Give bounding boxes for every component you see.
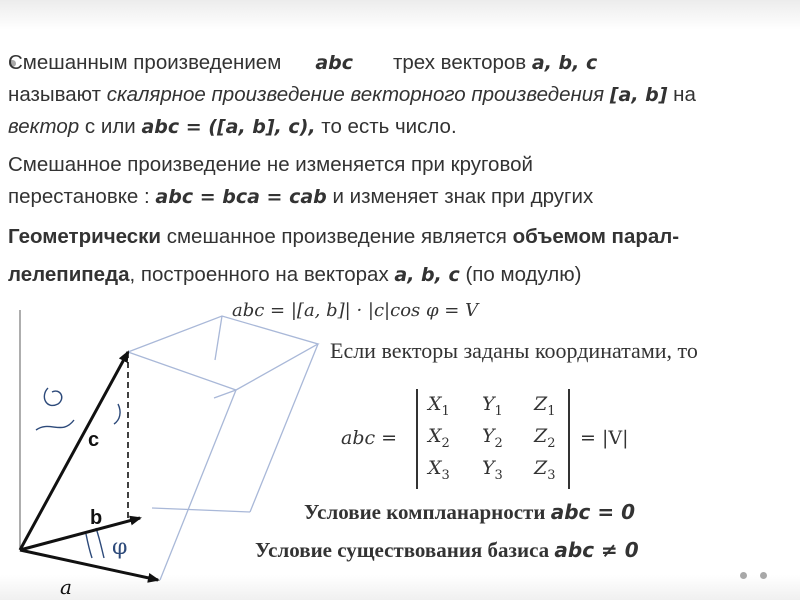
text-bold: Геометрически xyxy=(8,225,161,248)
math-vectors: a, b, c xyxy=(531,52,598,74)
math-abc: abc xyxy=(315,52,353,74)
math-formula: abc = bca = cab xyxy=(155,186,327,208)
matrix-cell: $X_3$ xyxy=(428,457,450,483)
math-formula: abc = ([a, b], c), xyxy=(141,116,316,138)
matrix-cell: $Y_3$ xyxy=(482,457,503,483)
label-phi: φ xyxy=(112,535,128,560)
text-span: называют xyxy=(8,83,102,106)
text-span: c xyxy=(84,115,96,138)
matrix-cell: $Y_1$ xyxy=(482,393,503,419)
ink-annotations xyxy=(36,388,120,558)
text-span: трех векторов xyxy=(393,51,527,74)
math-vectors: a, b, c xyxy=(394,264,460,286)
label-c: c xyxy=(88,429,100,451)
matrix-cell: $Z_2$ xyxy=(534,425,556,451)
text-bold: объемом парал- xyxy=(512,225,680,248)
math-formula: abc = 0 xyxy=(550,500,635,524)
text-span: Смешанное произведение не изменяется при круговой xyxy=(8,153,533,176)
text-bold: Условие существования базиса xyxy=(255,538,550,562)
text-span: Смешанным произведением xyxy=(8,51,282,74)
text-span: , построенного на векторах xyxy=(129,263,389,286)
text-bold: лелепипеда xyxy=(8,263,130,286)
matrix-cell: $X_1$ xyxy=(428,393,450,419)
matrix-cell: $Y_2$ xyxy=(482,425,503,451)
det-lhs: abc = xyxy=(341,427,398,449)
text-span: то есть число. xyxy=(321,115,457,138)
math-formula: abc ≠ 0 xyxy=(554,538,639,562)
text-span: смешанное произведение является xyxy=(166,225,507,248)
text-bold: Условие компланарности xyxy=(304,500,546,524)
text-italic: вектор xyxy=(8,115,80,138)
det-rhs: = |V| xyxy=(580,427,629,449)
matrix-cell: $Z_1$ xyxy=(534,393,556,419)
matrix-cell: $X_2$ xyxy=(428,425,450,451)
text-italic: скалярное произведение векторного произведения xyxy=(106,83,605,106)
label-b: b xyxy=(90,507,103,529)
parallelepiped-edges xyxy=(128,316,318,580)
vector-a-arrow xyxy=(20,550,158,580)
text-span: Если векторы заданы координатами, то xyxy=(330,338,698,363)
math-bracket: [a, b] xyxy=(609,84,668,106)
text-span: (по модулю) xyxy=(465,263,582,286)
vector-c-arrow xyxy=(20,352,128,550)
text-span: на xyxy=(673,83,696,106)
matrix-cell: $Z_3$ xyxy=(534,457,556,483)
text-span: перестановке : xyxy=(8,185,150,208)
text-span: и изменяет знак при других xyxy=(332,185,594,208)
label-a: a xyxy=(60,575,72,599)
volume-formula: abc = |[a, b]| · |c|cos φ = V xyxy=(232,300,479,321)
text-span: или xyxy=(100,115,136,138)
